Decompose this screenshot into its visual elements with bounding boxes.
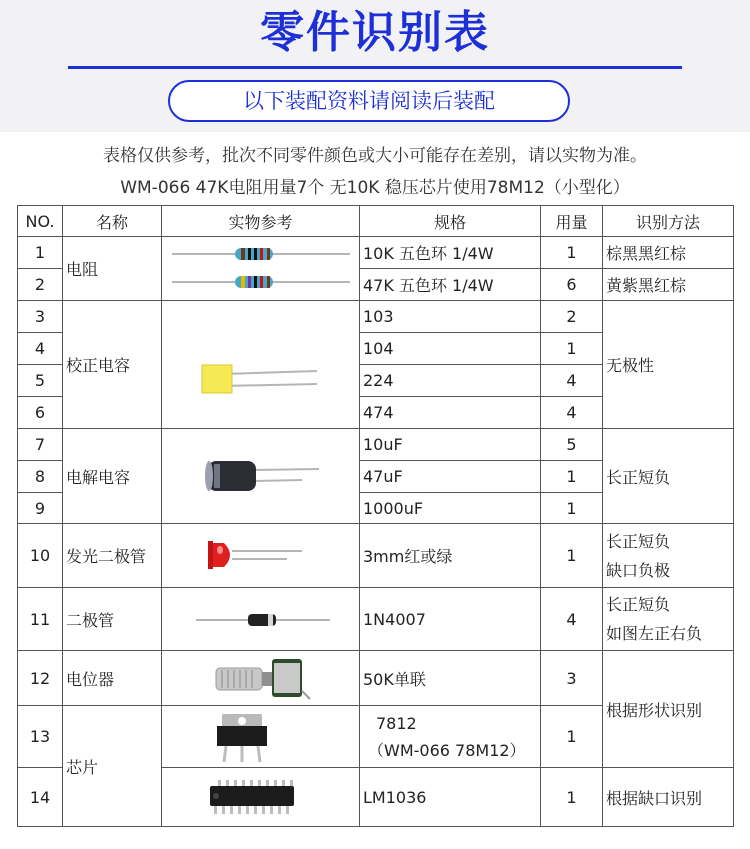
row-qty: 6 — [541, 269, 603, 301]
row-qty: 1 — [541, 333, 603, 365]
row-qty: 1 — [541, 706, 603, 768]
row-no: 2 — [18, 269, 63, 301]
row-spec: 1N4007 — [360, 588, 541, 651]
row-no: 1 — [18, 237, 63, 269]
row-spec: 50K单联 — [360, 651, 541, 706]
row-qty: 1 — [541, 493, 603, 524]
row-qty: 4 — [541, 397, 603, 429]
led-icon — [162, 524, 360, 588]
method-line-2: 缺口负极 — [606, 560, 671, 580]
regulator-image — [162, 706, 360, 768]
row-qty: 4 — [541, 588, 603, 651]
electrolytic-image — [162, 429, 360, 524]
row-name: 发光二极管 — [63, 524, 162, 588]
row-qty: 5 — [541, 429, 603, 461]
row-spec: 47K 五色环 1/4W — [360, 269, 541, 301]
method-line-1: 长正短负 — [606, 595, 671, 614]
row-spec: 1000uF — [360, 493, 541, 524]
group-name-cap: 校正电容 — [63, 301, 162, 429]
row-spec: 3mm红或绿 — [360, 524, 541, 588]
row-spec: 10uF — [360, 429, 541, 461]
row-no: 7 — [18, 429, 63, 461]
row-spec: LM1036 — [360, 768, 541, 827]
capacitor-image — [162, 301, 360, 429]
group-method-elec: 长正短负 — [603, 429, 734, 524]
led-image — [162, 524, 360, 588]
table-row — [18, 429, 734, 461]
row-no: 14 — [18, 768, 63, 827]
row-spec: 474 — [360, 397, 541, 429]
row-no: 13 — [18, 706, 63, 768]
table-header-row — [18, 206, 734, 237]
note-reference: 表格仅供参考，批次不同零件颜色或大小可能存在差别，请以实物为准。 — [103, 146, 647, 166]
row-qty: 1 — [541, 237, 603, 269]
regulator-icon — [162, 706, 360, 768]
parts-table — [17, 205, 734, 827]
header-banner — [0, 0, 750, 132]
resistor-icon — [162, 237, 360, 301]
row-method: 棕黑黑红棕 — [603, 237, 734, 269]
row-spec: 103 — [360, 301, 541, 333]
group-name-elec: 电解电容 — [63, 429, 162, 524]
table-row — [18, 301, 734, 333]
row-method: 黄紫黑红棕 — [603, 269, 734, 301]
row-name: 二极管 — [63, 588, 162, 651]
row-qty: 4 — [541, 365, 603, 397]
table-row — [18, 651, 734, 706]
chip-image — [162, 768, 360, 827]
title-underline — [68, 66, 682, 69]
note-model: WM-066 47K电阻用量7个 无10K 稳压芯片使用78M12（小型化） — [120, 178, 630, 198]
potentiometer-image — [162, 651, 360, 706]
group-method-cap: 无极性 — [603, 301, 734, 429]
page-title: 零件识别表 — [260, 7, 490, 58]
dip-chip-icon — [162, 768, 360, 827]
spec-line-2: （WM-066 78M12） — [368, 740, 526, 760]
header-method: 识别方法 — [603, 206, 734, 237]
method-line-2: 如图左正右负 — [606, 624, 703, 643]
header-photo: 实物参考 — [162, 206, 360, 237]
table-row — [18, 524, 734, 588]
row-qty: 1 — [541, 768, 603, 827]
row-no: 9 — [18, 493, 63, 524]
row-no: 12 — [18, 651, 63, 706]
row-method — [603, 588, 734, 651]
group-name-resistor: 电阻 — [63, 237, 162, 301]
row-spec — [360, 706, 541, 768]
header-spec: 规格 — [360, 206, 541, 237]
row-spec: 104 — [360, 333, 541, 365]
diode-image — [162, 588, 360, 651]
table-row — [18, 237, 734, 269]
spec-line-1: 7812 — [376, 713, 417, 733]
diode-icon — [162, 588, 360, 651]
row-qty: 3 — [541, 651, 603, 706]
subtitle-pill: 以下装配资料请阅读后装配 — [168, 80, 570, 122]
film-capacitor-icon — [162, 301, 360, 428]
resistor-image — [162, 237, 360, 301]
row-spec: 47uF — [360, 461, 541, 493]
table-row — [18, 588, 734, 651]
group-method-shape: 根据形状识别 — [603, 651, 734, 768]
row-no: 8 — [18, 461, 63, 493]
header-name: 名称 — [63, 206, 162, 237]
row-method: 根据缺口识别 — [603, 768, 734, 827]
row-no: 4 — [18, 333, 63, 365]
row-qty: 1 — [541, 524, 603, 588]
row-no: 5 — [18, 365, 63, 397]
row-name: 电位器 — [63, 651, 162, 706]
header-qty: 用量 — [541, 206, 603, 237]
potentiometer-icon — [162, 651, 360, 706]
row-qty: 1 — [541, 461, 603, 493]
electrolytic-capacitor-icon — [162, 429, 360, 524]
header-no: NO. — [18, 206, 63, 237]
row-no: 6 — [18, 397, 63, 429]
row-no: 3 — [18, 301, 63, 333]
row-spec: 10K 五色环 1/4W — [360, 237, 541, 269]
group-name-chip: 芯片 — [63, 706, 162, 827]
row-no: 11 — [18, 588, 63, 651]
row-no: 10 — [18, 524, 63, 588]
row-qty: 2 — [541, 301, 603, 333]
method-line-1: 长正短负 — [606, 531, 671, 551]
row-method — [603, 524, 734, 588]
row-spec: 224 — [360, 365, 541, 397]
